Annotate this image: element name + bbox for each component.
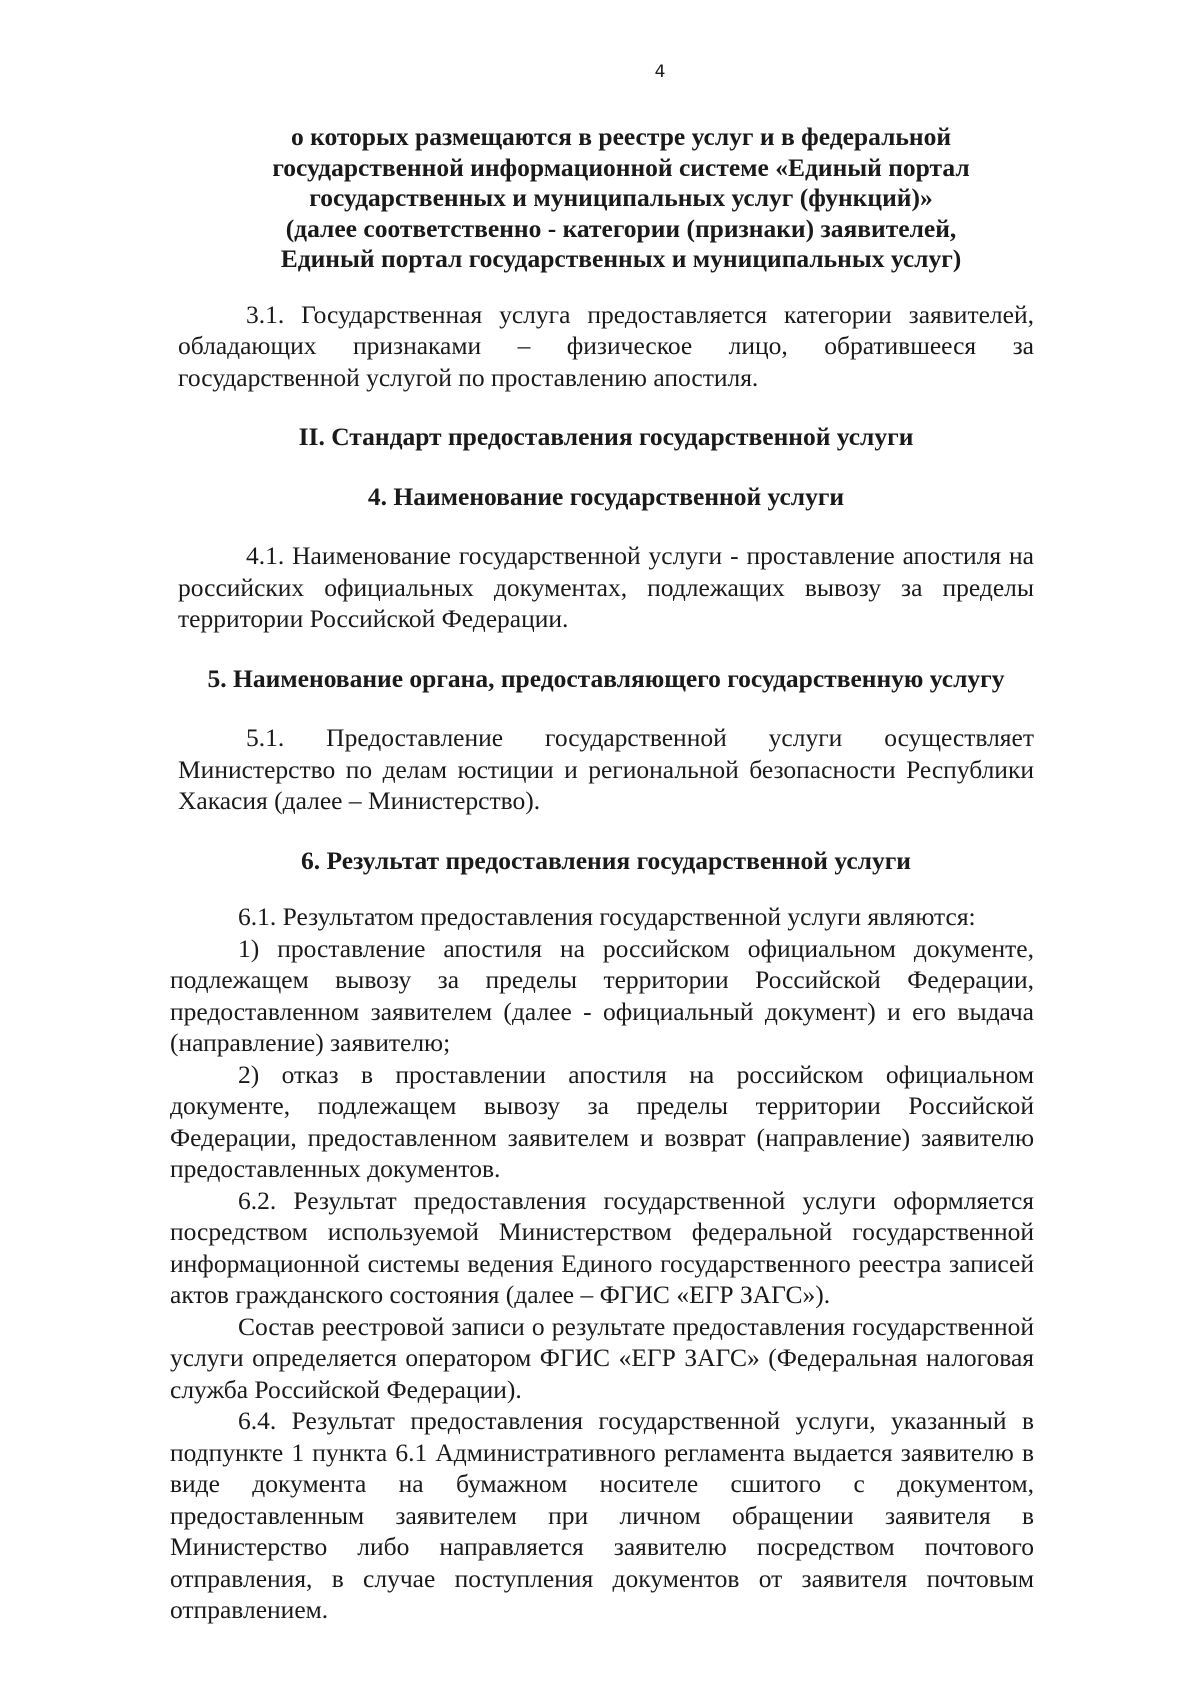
- paragraph-6-1: 6.1. Результатом предоставления государственной услуги являются:: [238, 902, 976, 931]
- document-body: [170, 122, 1034, 1626]
- section-6-body: [170, 901, 1034, 1626]
- paragraph-6-1-item-2: 2) отказ в проставлении апостиля на российском официальном документе, подлежащем вывозу за пределы территории Российской Федерации, предоставленном заявителем и возврат (направление) заявителю предоставленных документов.: [170, 1059, 1034, 1183]
- intro-heading-line: Единый портал государственных и муниципальных услуг): [280, 244, 962, 273]
- intro-heading-line: государственных и муниципальных услуг (функций)»: [309, 183, 933, 212]
- paragraph-6-1-item-1: 1) проставление апостиля на российском официальном документе, подлежащем вывозу за пределы территории Российской Федерации, предоставленном заявителем (далее - официальный документ) и его выдача (направление) заявителю;: [170, 933, 1034, 1057]
- paragraph-registry-record: Состав реестровой записи о результате предоставления государственной услуги определяется оператором ФГИС «ЕГР ЗАГС» (Федеральная налоговая служба Российской Федерации).: [170, 1311, 1034, 1404]
- paragraph-3-1: 3.1. Государственная услуга предоставляется категории заявителей, обладающих признаками – физическое лицо, обратившееся за государственной услугой по проставлению апостиля.: [178, 299, 1034, 392]
- intro-heading-line: о которых размещаются в реестре услуг и в федеральной: [290, 122, 952, 151]
- section-heading-ii: II. Стандарт предоставления государственной услуги: [298, 422, 914, 451]
- paragraph-6-2: 6.2. Результат предоставления государственной услуги оформляется посредством используемой Министерством федеральной государственной информационной системы ведения Единого государственного реестра записей актов гражданского состояния (далее – ФГИС «ЕГР ЗАГС»).: [170, 1185, 1034, 1309]
- paragraph-6-4: 6.4. Результат предоставления государственной услуги, указанный в подпункте 1 пункта 6.1 Административного регламента выдается заявителю в виде документа на бумажном носителе сшитого с документом, предоставленным заявителем при личном обращении заявителя в Министерство либо направляется заявителю посредством почтового отправления, в случае поступления документов от заявителя почтовым отправлением.: [170, 1406, 1034, 1624]
- section-heading-6: 6. Результат предоставления государственной услуги: [301, 845, 911, 875]
- paragraph-4-1: 4.1. Наименование государственной услуги - проставление апостиля на российских официальных документах, подлежащих вывозу за пределы территории Российской Федерации.: [178, 541, 1034, 633]
- paragraph-5-1: 5.1. Предоставление государственной услуги осуществляет Министерство по делам юстиции и региональной безопасности Республики Хакасия (далее – Министерство).: [178, 723, 1034, 815]
- section-heading-5: 5. Наименование органа, предоставляющего государственную услугу: [207, 663, 1005, 693]
- intro-heading: [208, 122, 1034, 275]
- page-number: 4: [654, 62, 666, 82]
- intro-heading-line: (далее соответственно - категории (признаки) заявителей,: [285, 213, 957, 243]
- section-heading-4: 4. Наименование государственной услуги: [367, 481, 845, 511]
- intro-heading-line: государственной информационной системе «Единый портал: [272, 152, 970, 182]
